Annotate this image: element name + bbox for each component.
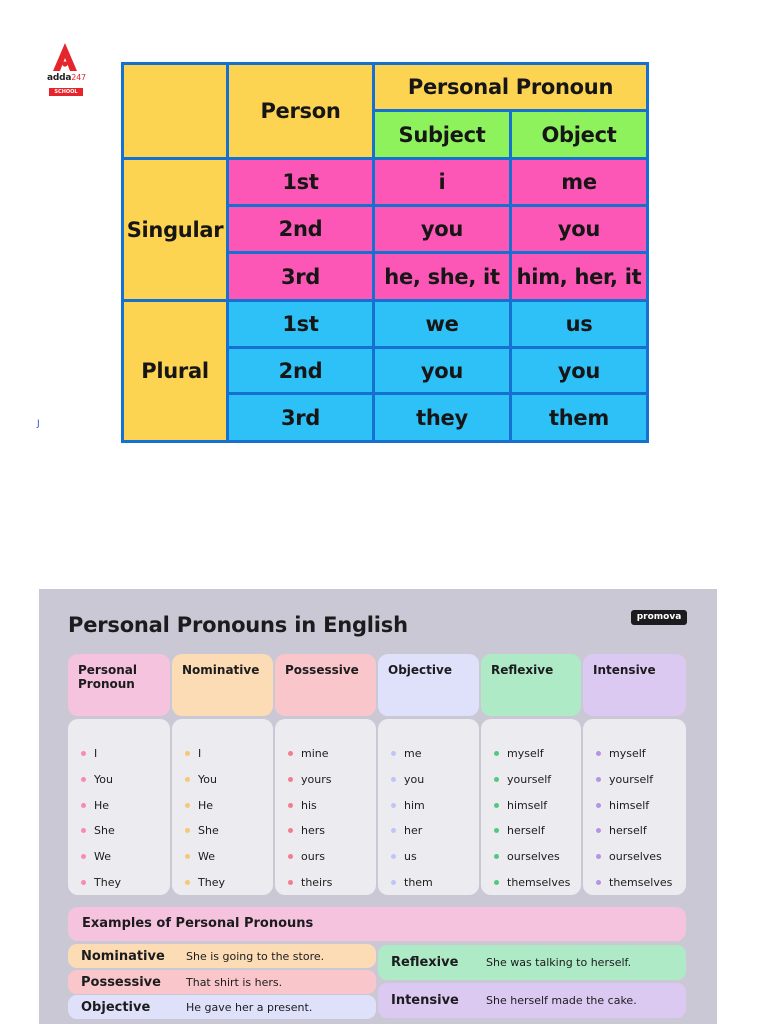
header-object: Object xyxy=(512,112,646,157)
example-label: Reflexive xyxy=(391,955,459,970)
header-nominative: Nominative xyxy=(172,654,273,716)
bullet-dot-icon xyxy=(494,751,499,756)
plural-object-1st: us xyxy=(512,302,646,346)
singular-subject-3rd: he, she, it xyxy=(375,254,509,299)
item-text: We xyxy=(94,850,111,863)
bullet-dot-icon xyxy=(185,880,190,885)
bullet-dot-icon xyxy=(391,803,396,808)
bullet-dot-icon xyxy=(185,828,190,833)
bullet-dot-icon xyxy=(288,803,293,808)
infographic-title: Personal Pronouns in English xyxy=(68,613,408,637)
item-text: ourselves xyxy=(609,850,662,863)
bullet-dot-icon xyxy=(391,751,396,756)
item-text: me xyxy=(404,747,422,760)
list-item xyxy=(185,773,217,786)
list-item xyxy=(596,824,647,837)
adda-a-logo-icon xyxy=(53,43,77,71)
item-text: myself xyxy=(609,747,646,760)
item-text: She xyxy=(94,824,115,837)
list-item xyxy=(391,747,421,760)
bullet-dot-icon xyxy=(596,803,601,808)
bullet-dot-icon xyxy=(494,854,499,859)
header-objective: Objective xyxy=(378,654,479,716)
item-text: hers xyxy=(301,824,325,837)
item-text: him xyxy=(404,799,425,812)
list-item xyxy=(596,799,649,812)
column-reflexive xyxy=(481,719,581,895)
personal-pronoun-table xyxy=(121,62,649,443)
list-item xyxy=(81,876,121,889)
singular-object-1st: me xyxy=(512,160,646,204)
header-subject: Subject xyxy=(375,112,509,157)
item-text: He xyxy=(94,799,110,812)
item-text: ours xyxy=(301,850,325,863)
item-text: myself xyxy=(507,747,544,760)
example-label: Intensive xyxy=(391,993,459,1008)
pronouns-infographic xyxy=(39,589,717,1024)
item-text: herself xyxy=(609,824,647,837)
list-item xyxy=(494,850,560,863)
item-text: his xyxy=(301,799,317,812)
logo-wordmark: adda247 xyxy=(47,73,86,83)
list-item xyxy=(494,747,544,760)
bullet-dot-icon xyxy=(288,828,293,833)
item-text: you xyxy=(404,773,425,786)
list-item xyxy=(391,773,424,786)
singular-subject-2nd: you xyxy=(375,207,509,251)
bullet-dot-icon xyxy=(81,828,86,833)
example-possessive xyxy=(68,970,376,994)
plural-person-3rd: 3rd xyxy=(229,395,372,440)
plural-subject-1st: we xyxy=(375,302,509,346)
bullet-dot-icon xyxy=(596,880,601,885)
list-item xyxy=(185,799,213,812)
bullet-dot-icon xyxy=(494,777,499,782)
adda247-logo xyxy=(40,43,92,99)
list-item xyxy=(391,824,422,837)
example-text: She is going to the store. xyxy=(186,949,325,963)
singular-person-2nd: 2nd xyxy=(229,207,372,251)
item-text: ourselves xyxy=(507,850,560,863)
list-item xyxy=(81,799,109,812)
list-item xyxy=(596,773,653,786)
plural-person-2nd: 2nd xyxy=(229,349,372,392)
column-possessive xyxy=(275,719,376,895)
column-intensive xyxy=(583,719,686,895)
singular-person-1st: 1st xyxy=(229,160,372,204)
example-intensive xyxy=(378,983,686,1018)
item-text: I xyxy=(198,747,202,760)
item-text: himself xyxy=(609,799,650,812)
plural-subject-3rd: they xyxy=(375,395,509,440)
bullet-dot-icon xyxy=(81,854,86,859)
example-label: Possessive xyxy=(81,974,161,990)
bullet-dot-icon xyxy=(494,803,499,808)
item-text: them xyxy=(404,876,433,889)
item-text: mine xyxy=(301,747,329,760)
list-item xyxy=(288,799,317,812)
column-personal-pronoun xyxy=(68,719,170,895)
plural-subject-2nd: you xyxy=(375,349,509,392)
list-item xyxy=(288,850,325,863)
bullet-dot-icon xyxy=(81,777,86,782)
bullet-dot-icon xyxy=(81,803,86,808)
example-label: Objective xyxy=(81,999,151,1015)
list-item xyxy=(494,773,551,786)
item-text: themselves xyxy=(507,876,571,889)
bullet-dot-icon xyxy=(185,803,190,808)
bullet-dot-icon xyxy=(391,854,396,859)
list-item xyxy=(185,824,219,837)
plural-object-2nd: you xyxy=(512,349,646,392)
header-person: Person xyxy=(229,65,372,157)
bullet-dot-icon xyxy=(494,828,499,833)
list-item xyxy=(596,747,646,760)
item-text: theirs xyxy=(301,876,333,889)
corner-cell xyxy=(124,65,226,157)
item-text: her xyxy=(404,824,423,837)
bullet-dot-icon xyxy=(596,854,601,859)
example-text: He gave her a present. xyxy=(186,1000,313,1014)
example-text: She was talking to herself. xyxy=(486,956,632,969)
list-item xyxy=(391,876,433,889)
item-text: yourself xyxy=(507,773,552,786)
bullet-dot-icon xyxy=(185,854,190,859)
bullet-dot-icon xyxy=(391,880,396,885)
singular-subject-1st: i xyxy=(375,160,509,204)
item-text: herself xyxy=(507,824,545,837)
list-item xyxy=(81,773,113,786)
list-item xyxy=(81,824,115,837)
list-item xyxy=(288,824,325,837)
list-item xyxy=(185,876,225,889)
item-text: They xyxy=(198,876,225,889)
list-item xyxy=(288,747,329,760)
examples-heading: Examples of Personal Pronouns xyxy=(68,907,686,941)
plural-person-1st: 1st xyxy=(229,302,372,346)
item-text: They xyxy=(94,876,121,889)
bullet-dot-icon xyxy=(288,777,293,782)
example-text: She herself made the cake. xyxy=(486,994,637,1007)
header-possessive: Possessive xyxy=(275,654,376,716)
example-nominative xyxy=(68,944,376,968)
bullet-dot-icon xyxy=(288,880,293,885)
item-text: yourself xyxy=(609,773,654,786)
item-text: You xyxy=(94,773,113,786)
bullet-dot-icon xyxy=(596,751,601,756)
bullet-dot-icon xyxy=(288,854,293,859)
list-item xyxy=(288,876,332,889)
item-text: You xyxy=(198,773,217,786)
singular-object-3rd: him, her, it xyxy=(512,254,646,299)
item-text: himself xyxy=(507,799,548,812)
bullet-dot-icon xyxy=(185,777,190,782)
list-item xyxy=(185,850,215,863)
example-objective xyxy=(68,995,376,1019)
plural-label: Plural xyxy=(124,302,226,440)
item-text: He xyxy=(198,799,214,812)
bullet-dot-icon xyxy=(596,777,601,782)
singular-object-2nd: you xyxy=(512,207,646,251)
item-text: She xyxy=(198,824,219,837)
bullet-dot-icon xyxy=(596,828,601,833)
column-objective xyxy=(378,719,479,895)
list-item xyxy=(596,850,662,863)
list-item xyxy=(596,876,672,889)
example-text: That shirt is hers. xyxy=(186,975,283,989)
list-item xyxy=(391,850,417,863)
example-label: Nominative xyxy=(81,948,165,964)
list-item xyxy=(494,824,545,837)
bullet-dot-icon xyxy=(288,751,293,756)
list-item xyxy=(494,876,570,889)
header-personal-pronoun: Personal Pronoun xyxy=(375,65,646,109)
header-personal-pronoun: Personal Pronoun xyxy=(68,654,170,716)
bullet-dot-icon xyxy=(391,828,396,833)
header-reflexive: Reflexive xyxy=(481,654,581,716)
list-item xyxy=(81,850,111,863)
bullet-dot-icon xyxy=(494,880,499,885)
item-text: yours xyxy=(301,773,332,786)
item-text: us xyxy=(404,850,417,863)
singular-label: Singular xyxy=(124,160,226,299)
list-item xyxy=(185,747,201,760)
bullet-dot-icon xyxy=(391,777,396,782)
singular-person-3rd: 3rd xyxy=(229,254,372,299)
list-item xyxy=(81,747,97,760)
header-intensive: Intensive xyxy=(583,654,686,716)
bullet-dot-icon xyxy=(185,751,190,756)
promova-logo: promova xyxy=(631,610,687,625)
item-text: We xyxy=(198,850,215,863)
bullet-dot-icon xyxy=(81,880,86,885)
example-reflexive xyxy=(378,945,686,980)
bullet-dot-icon xyxy=(81,751,86,756)
item-text: themselves xyxy=(609,876,673,889)
list-item xyxy=(288,773,331,786)
item-text: I xyxy=(94,747,98,760)
logo-tagline: SCHOOL xyxy=(49,88,83,96)
list-item xyxy=(391,799,425,812)
stray-mark: J xyxy=(37,419,40,429)
plural-object-3rd: them xyxy=(512,395,646,440)
list-item xyxy=(494,799,547,812)
column-nominative xyxy=(172,719,273,895)
